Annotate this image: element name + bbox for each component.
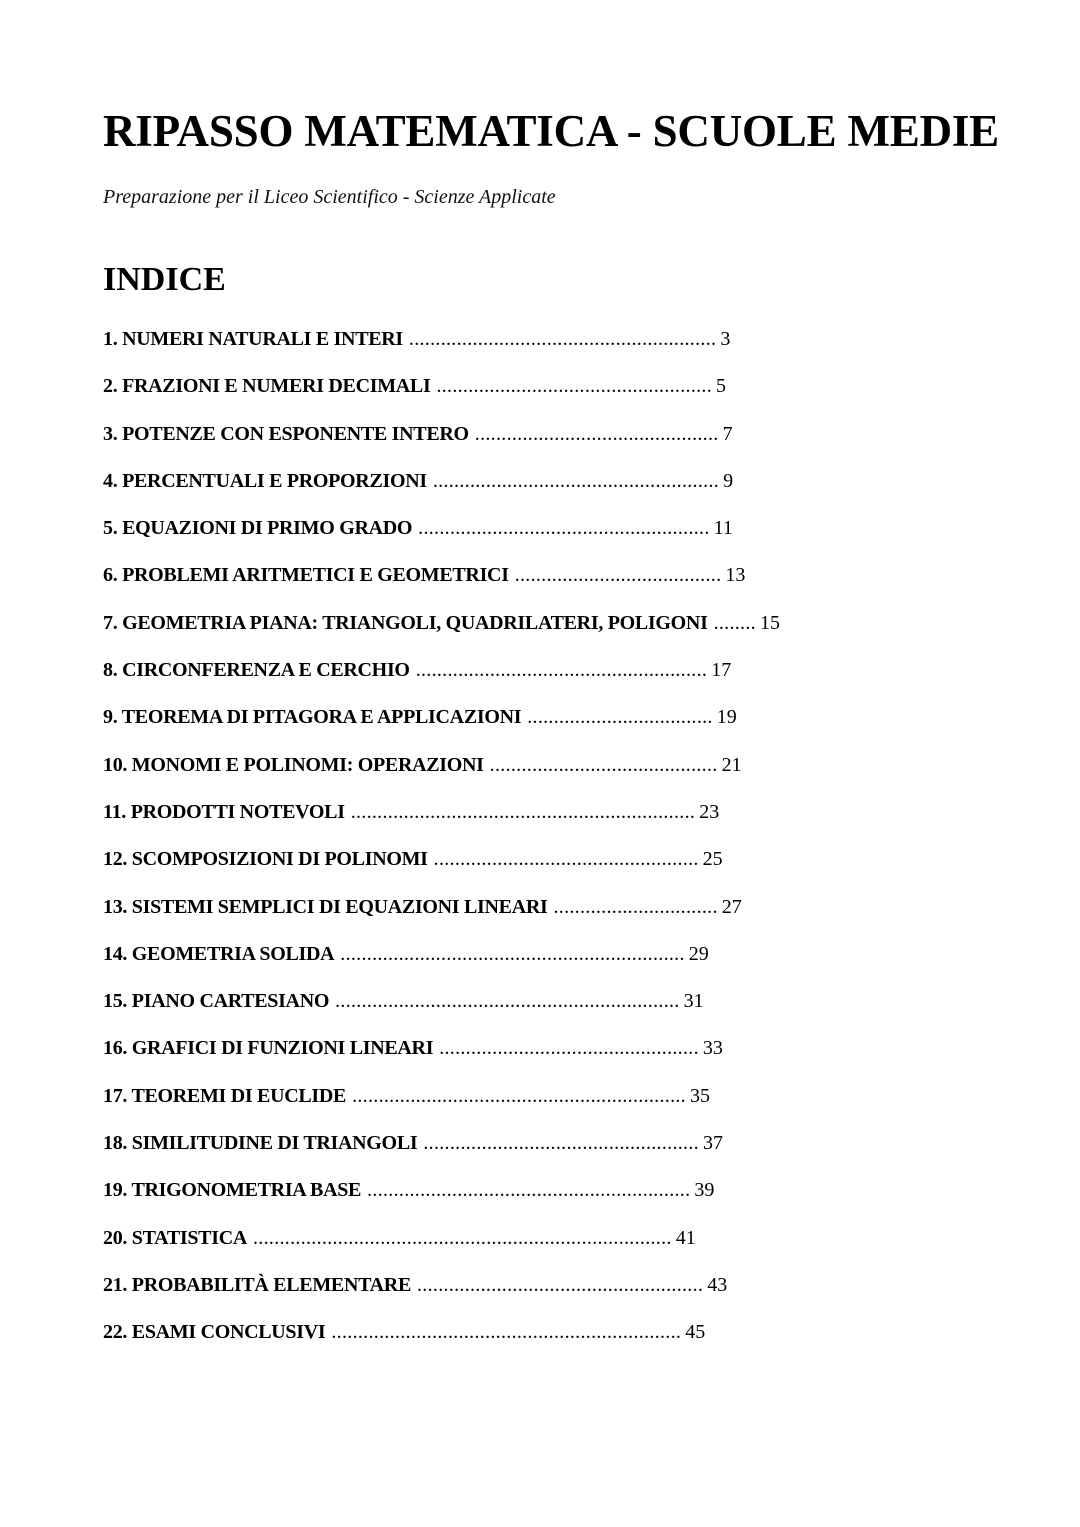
toc-entry-title: 12. SCOMPOSIZIONI DI POLINOMI: [103, 848, 428, 871]
toc-dot-leader: ..........................................................: [408, 328, 717, 350]
toc-entry[interactable]: [103, 609, 780, 656]
toc-page-number: 41: [675, 1226, 696, 1249]
toc-entry[interactable]: [103, 1034, 780, 1081]
toc-entry[interactable]: [103, 325, 780, 372]
toc-dot-leader: ...............................................................: [352, 1084, 686, 1107]
toc-dot-leader: ......................................................: [417, 1273, 704, 1296]
toc-dot-leader: .......................................................: [418, 517, 710, 540]
toc-dot-leader: ..................................................: [433, 848, 699, 871]
toc-entry-title: 15. PIANO CARTESIANO: [103, 990, 330, 1013]
toc-entry[interactable]: [103, 656, 780, 703]
toc-page-number: 5: [716, 375, 727, 398]
toc-entry[interactable]: [103, 1271, 780, 1318]
toc-entry[interactable]: [103, 845, 780, 892]
toc-entry[interactable]: [103, 372, 780, 419]
toc-dot-leader: ...............................: [553, 895, 718, 918]
toc-dot-leader: .................................................................: [335, 990, 680, 1013]
toc-entry-title: 9. TEOREMA DI PITAGORA E APPLICAZIONI: [103, 706, 522, 729]
toc-page-number: 25: [702, 848, 723, 871]
toc-entry[interactable]: [103, 987, 780, 1034]
toc-entry-title: 2. FRAZIONI E NUMERI DECIMALI: [103, 375, 431, 398]
toc-page-number: 15: [759, 611, 780, 634]
toc-dot-leader: ...................................: [527, 706, 713, 729]
toc-page-number: 27: [721, 895, 742, 918]
toc-entry-title: 13. SISTEMI SEMPLICI DI EQUAZIONI LINEARI: [103, 895, 548, 918]
toc-entry-title: 8. CIRCONFERENZA E CERCHIO: [103, 659, 410, 682]
toc-dot-leader: ....................................................: [423, 1132, 699, 1155]
toc-page-number: 39: [694, 1179, 715, 1202]
toc-heading: INDICE: [103, 261, 226, 298]
toc-page-number: 19: [716, 706, 737, 729]
toc-entry[interactable]: [103, 703, 780, 750]
toc-dot-leader: .................................................................: [350, 800, 696, 823]
table-of-contents: [103, 325, 780, 1366]
toc-entry[interactable]: [103, 1129, 780, 1176]
toc-page-number: 35: [689, 1084, 710, 1107]
toc-entry-title: 16. GRAFICI DI FUNZIONI LINEARI: [103, 1037, 434, 1060]
toc-entry-title: 11. PRODOTTI NOTEVOLI: [103, 800, 345, 823]
toc-dot-leader: ....................................................: [436, 375, 713, 398]
toc-page-number: 7: [722, 422, 733, 445]
toc-dot-leader: .................................................................: [340, 942, 685, 965]
document-title: RIPASSO MATEMATICA - SCUOLE MEDIE: [103, 106, 999, 156]
toc-entry[interactable]: [103, 420, 780, 467]
toc-entry[interactable]: [103, 1318, 780, 1365]
toc-entry[interactable]: [103, 798, 780, 845]
toc-entry-title: 6. PROBLEMI ARITMETICI E GEOMETRICI: [103, 564, 509, 587]
toc-entry[interactable]: [103, 467, 780, 514]
toc-entry-title: 3. POTENZE CON ESPONENTE INTERO: [103, 422, 469, 445]
toc-dot-leader: .......................................................: [415, 659, 708, 682]
toc-dot-leader: ...............................................................................: [253, 1226, 672, 1249]
toc-dot-leader: .......................................: [514, 564, 722, 587]
toc-dot-leader: .............................................................: [367, 1179, 691, 1202]
toc-entry[interactable]: [103, 893, 780, 940]
toc-dot-leader: ......................................................: [432, 469, 720, 492]
toc-page-number: 43: [707, 1273, 728, 1296]
toc-entry-title: 20. STATISTICA: [103, 1226, 247, 1249]
toc-page-number: 9: [723, 469, 734, 492]
toc-page-number: 31: [683, 990, 704, 1013]
toc-entry-title: 21. PROBABILITÀ ELEMENTARE: [103, 1273, 411, 1296]
toc-entry-title: 17. TEOREMI DI EUCLIDE: [103, 1084, 347, 1107]
toc-entry[interactable]: [103, 1224, 780, 1271]
toc-dot-leader: ..................................................................: [331, 1321, 682, 1344]
document-subtitle: Preparazione per il Liceo Scientifico - Scienze Applicate: [103, 186, 556, 208]
toc-page-number: 23: [699, 800, 720, 823]
toc-page-number: 29: [688, 942, 709, 965]
toc-entry-title: 5. EQUAZIONI DI PRIMO GRADO: [103, 517, 413, 540]
toc-entry-title: 18. SIMILITUDINE DI TRIANGOLI: [103, 1132, 418, 1155]
toc-page-number: 21: [721, 753, 742, 776]
toc-entry-title: 10. MONOMI E POLINOMI: OPERAZIONI: [103, 753, 484, 776]
toc-dot-leader: ..............................................: [474, 422, 719, 445]
toc-page-number: 33: [702, 1037, 723, 1060]
toc-entry-title: 1. NUMERI NATURALI E INTERI: [103, 328, 403, 350]
toc-entry-title: 4. PERCENTUALI E PROPORZIONI: [103, 469, 427, 492]
toc-dot-leader: .................................................: [439, 1037, 699, 1060]
toc-entry[interactable]: [103, 751, 780, 798]
toc-dot-leader: ........: [713, 611, 756, 634]
toc-entry-title: 14. GEOMETRIA SOLIDA: [103, 942, 335, 965]
toc-entry[interactable]: [103, 1082, 780, 1129]
toc-entry-title: 22. ESAMI CONCLUSIVI: [103, 1321, 326, 1344]
toc-entry-title: 7. GEOMETRIA PIANA: TRIANGOLI, QUADRILATERI, POLIGONI: [103, 611, 708, 634]
toc-entry[interactable]: [103, 561, 780, 608]
toc-entry-title: 19. TRIGONOMETRIA BASE: [103, 1179, 362, 1202]
toc-dot-leader: ...........................................: [489, 753, 718, 776]
toc-page-number: 45: [685, 1321, 706, 1344]
toc-entry[interactable]: [103, 1176, 780, 1223]
toc-page-number: 17: [711, 659, 732, 682]
toc-page-number: 3: [720, 328, 731, 350]
toc-page-number: 11: [713, 517, 733, 540]
toc-entry[interactable]: [103, 940, 780, 987]
toc-page-number: 13: [725, 564, 746, 587]
toc-entry[interactable]: [103, 514, 780, 561]
toc-page-number: 37: [702, 1132, 723, 1155]
